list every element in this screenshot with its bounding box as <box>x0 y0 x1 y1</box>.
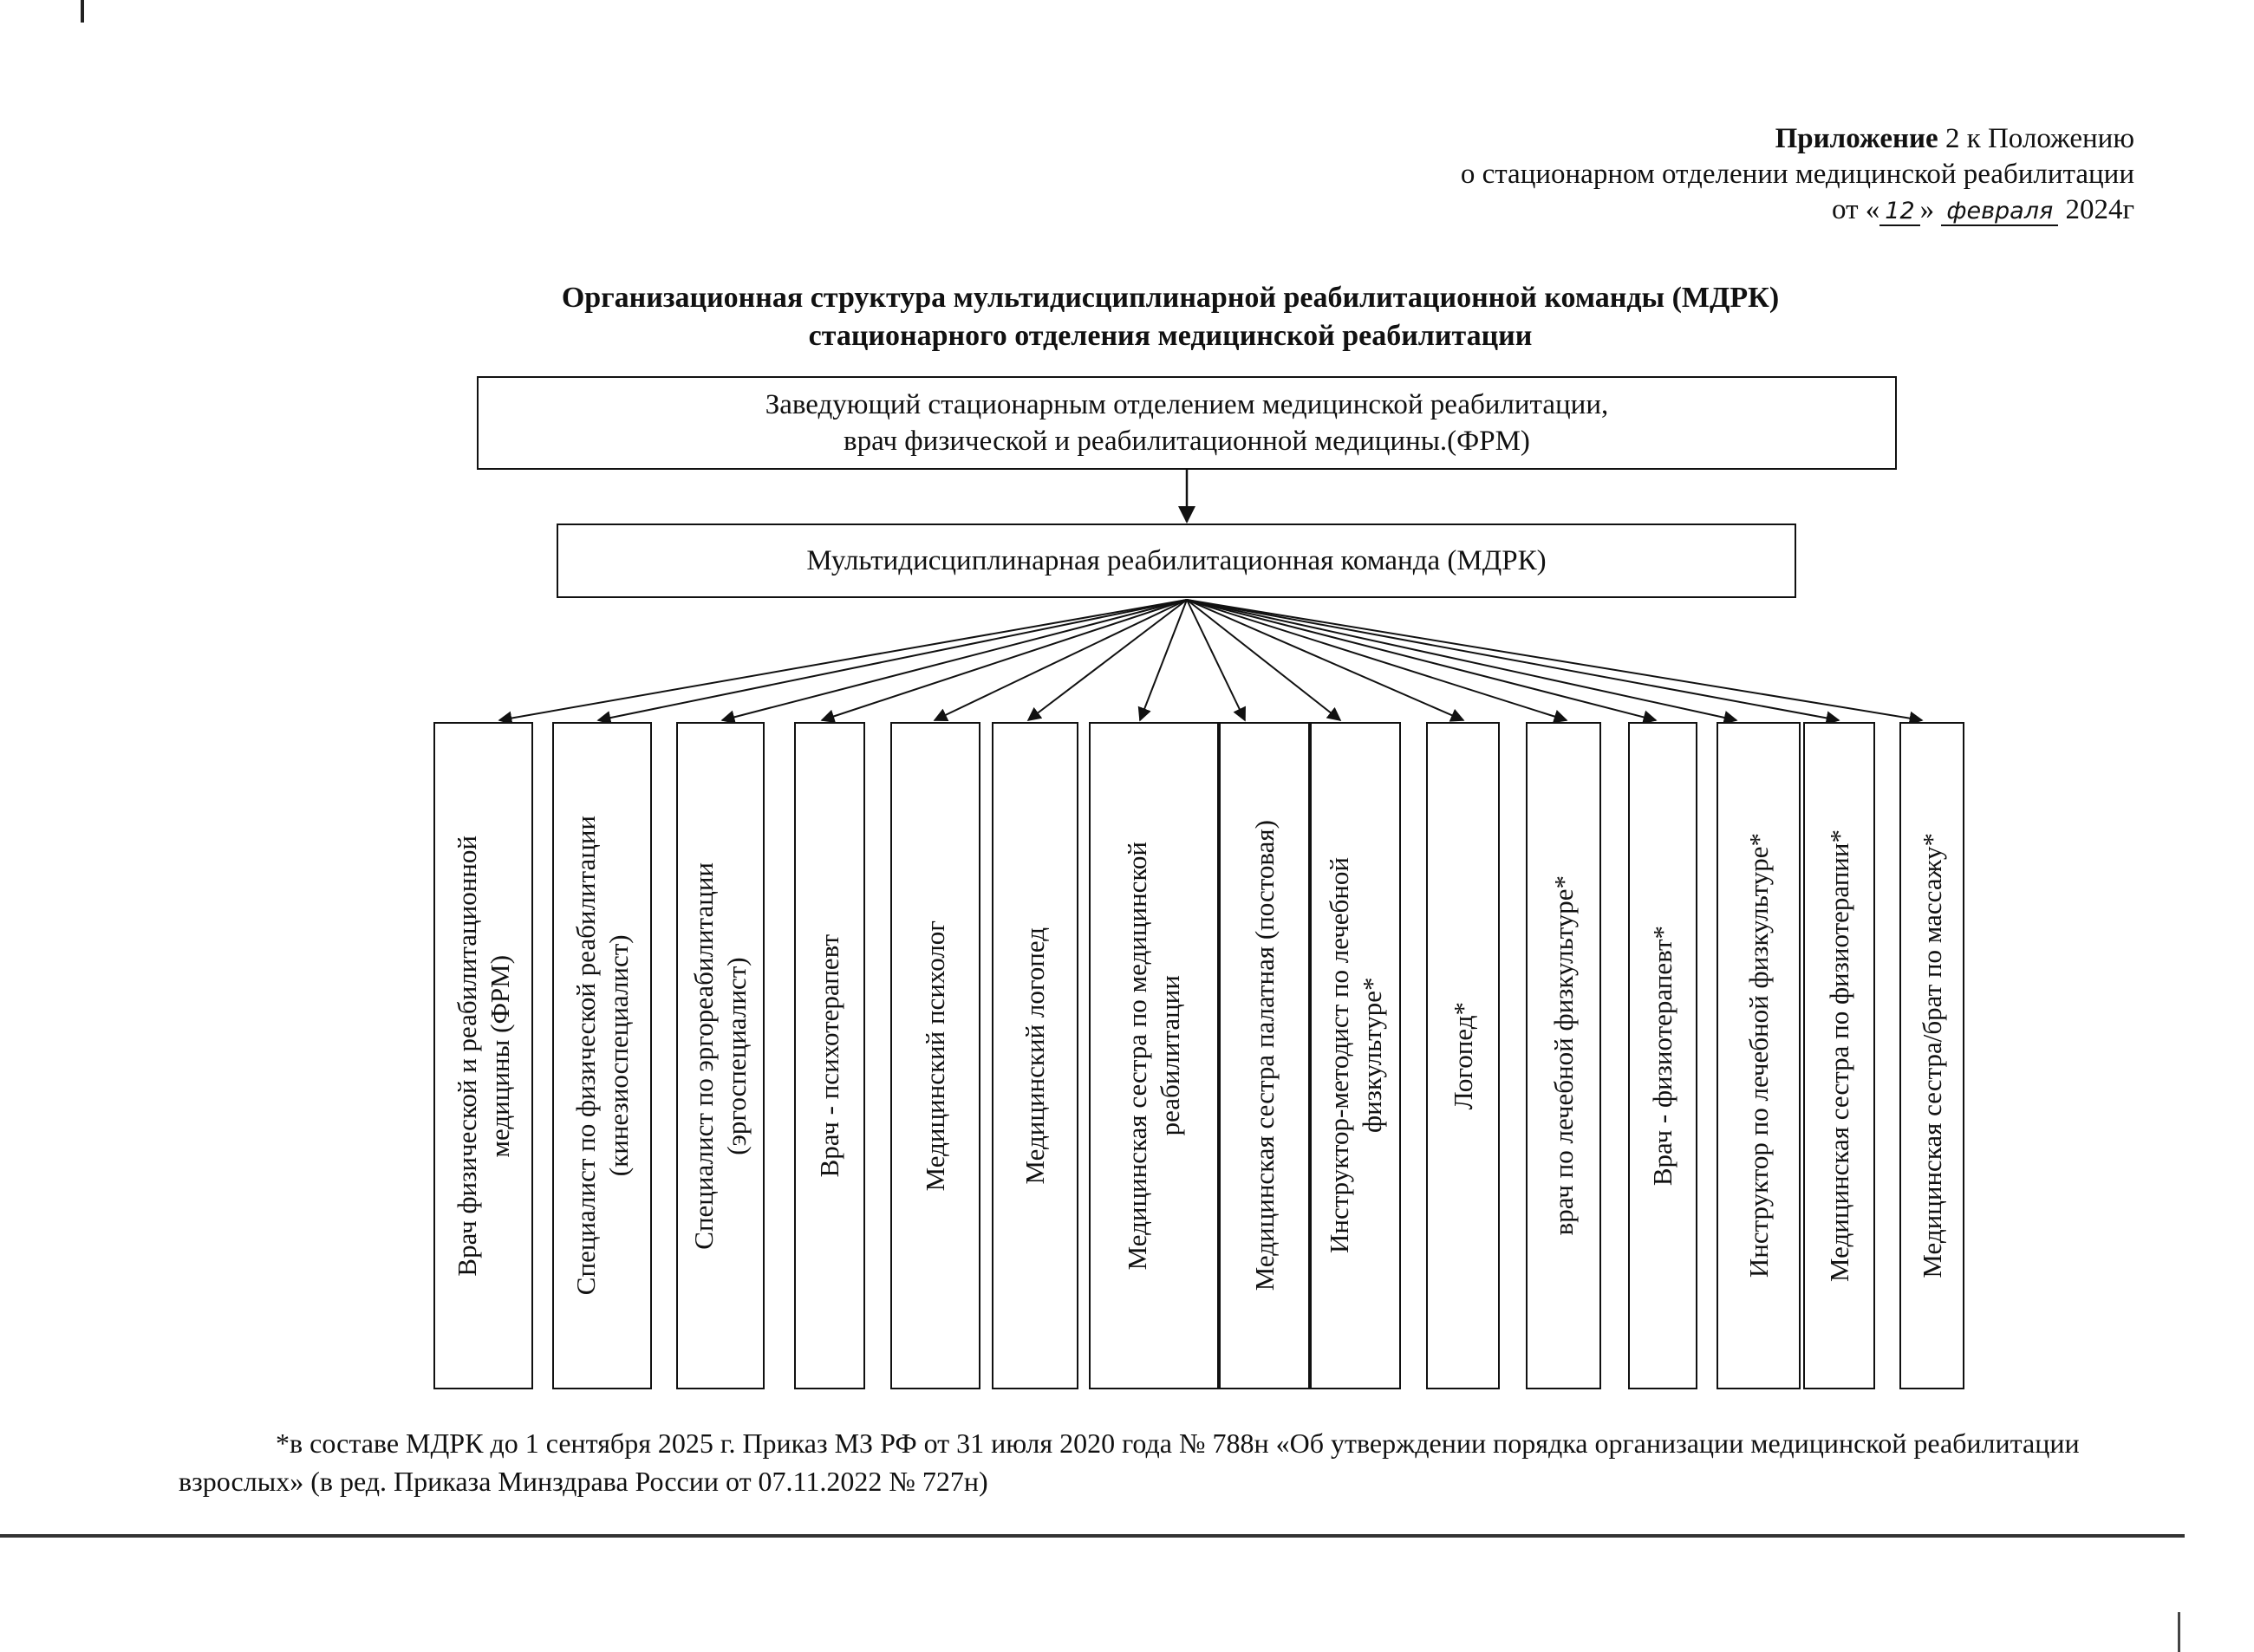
team-to-member-arrow <box>1187 600 1922 720</box>
member-label: Медицинская сестра по медицинской реабилитации <box>1122 841 1185 1271</box>
team-to-member-arrow <box>822 600 1187 720</box>
member-box <box>433 722 533 1389</box>
team-to-member-arrow <box>1187 600 1245 720</box>
member-label: Медицинская сестра/брат по массажу* <box>1916 833 1947 1278</box>
appendix-bold-word: Приложение <box>1775 123 1938 154</box>
member-box <box>1628 722 1697 1389</box>
team-box-label: Мультидисциплинарная реабилитационная команда (МДРК) <box>806 544 1547 576</box>
footnote: *в составе МДРК до 1 сентября 2025 г. Приказ МЗ РФ от 31 июля 2020 года № 788н «Об утверждении порядка организации медицинской реабилитации взрослых» (в ред. Приказа Минздрава России от 07.11.2022 № 727н) <box>179 1428 2080 1497</box>
member-box <box>1089 722 1219 1389</box>
date-year: 2024г <box>2058 194 2134 225</box>
member-box <box>1526 722 1601 1389</box>
member-label: Врач - физиотерапевт* <box>1647 925 1677 1187</box>
member-label: Специалист по эргореабилитации (эргоспециалист) <box>688 862 752 1250</box>
head-box-line-1: Заведующий стационарным отделением медицинской реабилитации, <box>765 389 1609 420</box>
date-prefix: от « <box>1832 194 1880 225</box>
team-to-member-arrow <box>722 600 1187 720</box>
member-box <box>1310 722 1401 1389</box>
member-box <box>1803 722 1875 1389</box>
date-month-handwritten: февраля <box>1941 198 2058 226</box>
appendix-line-1-rest: 2 к Положению <box>1938 123 2134 154</box>
team-to-member-arrow <box>1187 600 1340 720</box>
member-box <box>992 722 1078 1389</box>
member-box <box>1219 722 1310 1389</box>
title-line-2: стационарного отделения медицинской реабилитации <box>808 320 1533 352</box>
appendix-line-2: о стационарном отделении медицинской реабилитации <box>1460 159 2134 190</box>
member-label: Медицинский психолог <box>920 920 950 1192</box>
team-to-member-arrow <box>935 600 1187 720</box>
member-box <box>890 722 980 1389</box>
member-label: Специалист по физической реабилитации (кинезиоспециалист) <box>570 816 634 1296</box>
member-label: Инструктор по лечебной физкультуре* <box>1743 833 1774 1278</box>
member-box <box>676 722 765 1389</box>
member-label: Врач физической и реабилитационной медицины (ФРМ) <box>451 835 515 1277</box>
member-box <box>794 722 865 1389</box>
member-label: Медицинская сестра по физиотерапии* <box>1823 829 1854 1282</box>
member-box <box>1426 722 1500 1389</box>
member-box <box>1717 722 1801 1389</box>
member-label: Инструктор-методист по лечебной физкультуре* <box>1323 857 1387 1254</box>
member-box <box>1899 722 1964 1389</box>
member-label: Логопед* <box>1447 1001 1478 1110</box>
team-to-member-arrow <box>1187 600 1839 720</box>
member-box <box>552 722 652 1389</box>
team-to-member-arrow <box>1187 600 1736 720</box>
member-label: Медицинская сестра палатная (постовая) <box>1248 820 1280 1291</box>
team-to-member-arrow <box>499 600 1187 720</box>
title-line-1: Организационная структура мультидисциплинарной реабилитационной команды (МДРК) <box>561 282 1780 314</box>
date-quote-close: » <box>1919 194 1935 225</box>
member-label: Медицинский логопед <box>1020 927 1050 1185</box>
member-label: Врач - психотерапевт <box>814 933 844 1178</box>
head-box-line-2: врач физической и реабилитационной медицины.(ФРМ) <box>844 426 1530 457</box>
team-to-member-arrow <box>598 600 1187 720</box>
date-day-handwritten: 12 <box>1879 198 1919 226</box>
member-label: врач по лечебной физкультуре* <box>1547 875 1579 1236</box>
